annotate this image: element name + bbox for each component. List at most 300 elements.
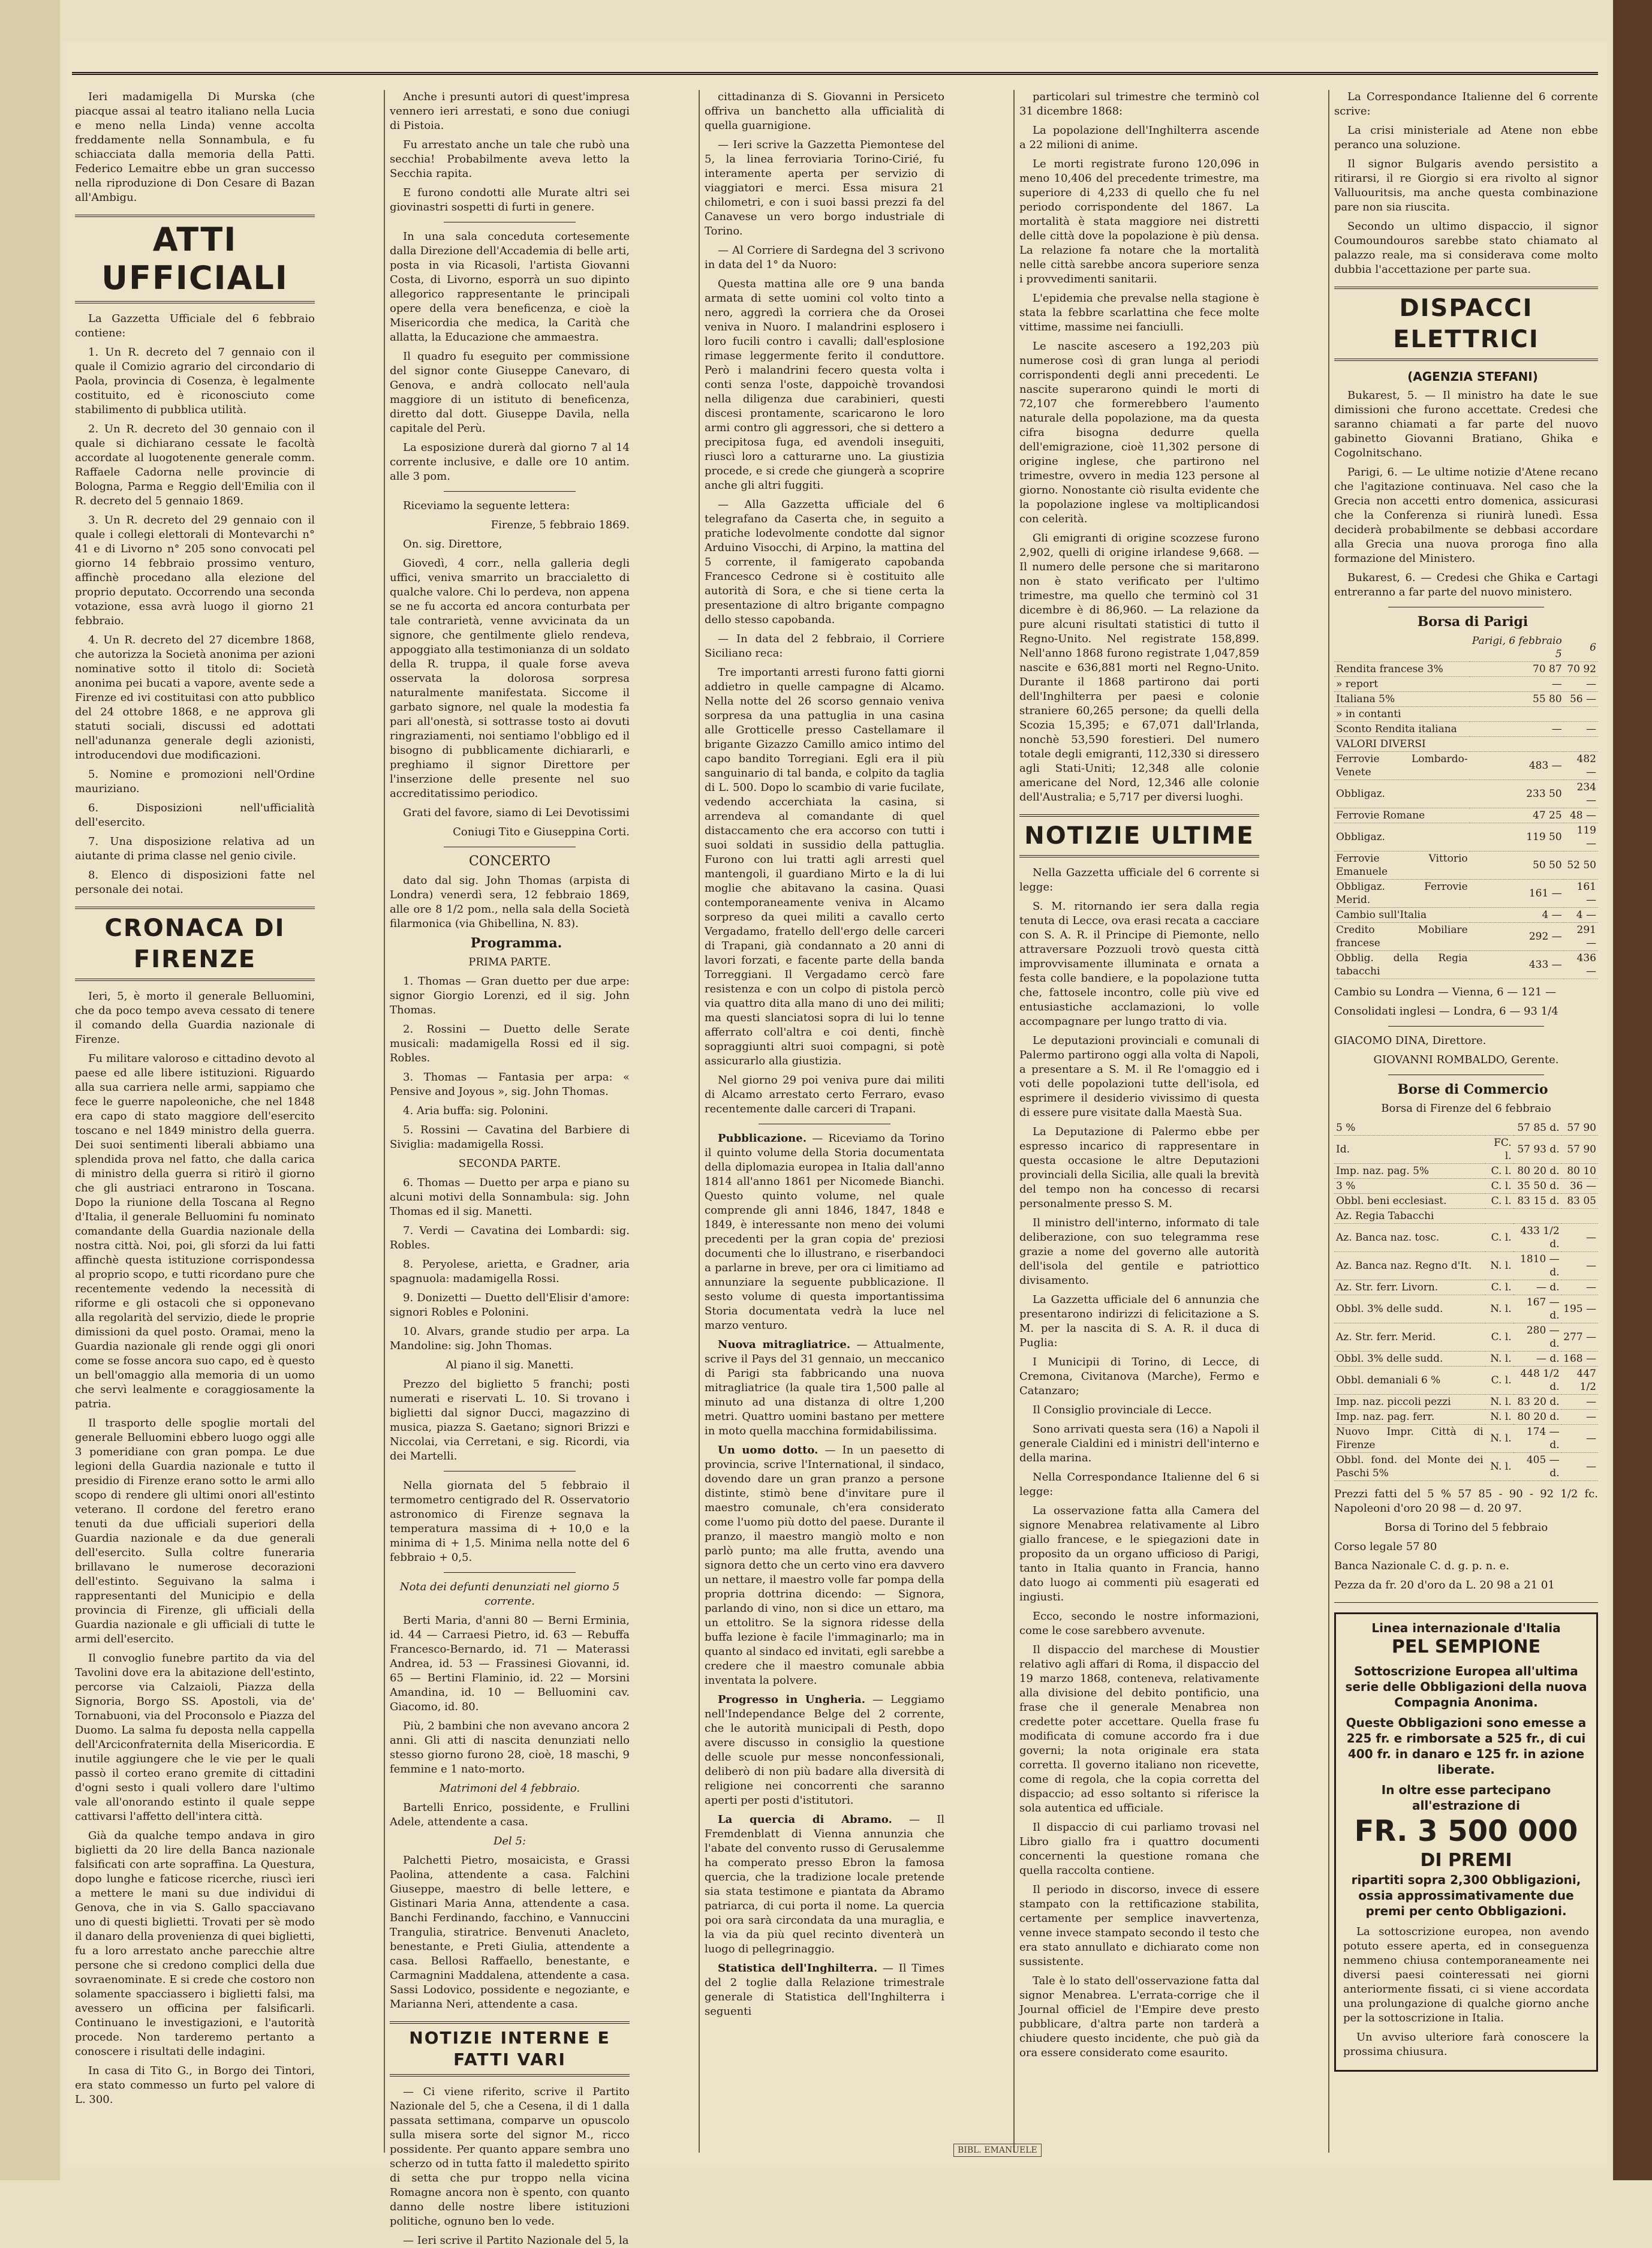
deaths-list: Berti Maria, d'anni 80 — Berni Erminia, id. 44 — Carraesi Pietro, id. 63 — Rebuffa Francesco-Bernardo, id. 71 — Materassi Andrea, id. 53 — Frassinesi Giovanni, id. 65 — Bertini Flaminio, id. 22 — Morsini Amandina, id. 10 — Belluomini cav. Giacomo, id. 80. (390, 1614, 630, 1713)
quercia-title: La quercia di Abramo. (718, 1813, 892, 1826)
ultime-paragraph: Il Consiglio provinciale di Lecce. (1033, 1404, 1212, 1416)
column-header: Parigi, 6 febbraio 5 (1470, 634, 1564, 662)
price-cell: — d. (1513, 1352, 1561, 1367)
price-cell: 56 — (1564, 692, 1598, 707)
correspondance-paragraph: La crisi ministeriale ad Atene non ebbe peranco una soluzione. (1334, 124, 1598, 151)
atti-item: 1. Un R. decreto del 7 gennaio con il quale il Comizio agrario del circondario di Paola, provincia di Cosenza, è legalmente costituito, ed è riconosciuto come stabilimento di pubblica utilità. (75, 346, 315, 416)
marriages-title: Matrimoni del 4 febbraio. (439, 1782, 580, 1795)
price-cell: 47 25 (1470, 808, 1564, 823)
sempione-advertisement (1334, 1612, 1598, 2072)
price-cell (1485, 1209, 1513, 1224)
price-cell: 83 20 d. (1513, 1395, 1561, 1410)
borsa-firenze-table (1334, 1121, 1598, 1481)
price-cell: N. l. (1485, 1453, 1513, 1481)
price-cell: 277 — (1561, 1323, 1598, 1352)
price-cell: N. l. (1485, 1425, 1513, 1453)
borsa-firenze-row (1334, 1224, 1598, 1252)
arrest-note: Anche i presunti autori di quest'impresa vennero ieri arrestati, e sono due coniugi di Pistoia. (390, 91, 630, 132)
program-item: 4. Aria buffa: sig. Polonini. (403, 1105, 549, 1117)
correspondance-paragraph: Secondo un ultimo dispaccio, il signor Coumoundouros sarebbe stato chiamato al palazzo reale, ma si considerava come molto dubbia l'accettazione per parte sua. (1334, 220, 1598, 276)
ultime-paragraph: Il ministro dell'interno, informato di tale deliberazione, con suo telegramma rese grazie a nome del governo alle autorità dell'isola del gentile e patriottico divisamento. (1019, 1217, 1259, 1287)
mitragliatrice-text: — Attualmente, scrive il Pays del 31 gennaio, un meccanico di Parigi sta fabbricando una nuova mitragliatrice (la quale tira 1,500 palle al minuto ad una distanza di oltre 1,200 metri. Quattro uomini bastano per mettere in moto quella macchina formidabilissima. (705, 1338, 944, 1437)
piano-note: Al piano il sig. Manetti. (446, 1359, 574, 1371)
library-stamp: BIBL. EMANUELE (953, 2144, 1042, 2157)
dispaccio-paragraph: Parigi, 6. — Le ultime notizie d'Atene recano che l'agitazione continuava. Nel caso che la Grecia non accetti entro domenica, assicurasi che la Conferenza si riunirà lunedì. Essa deciderà probabilmente se debbasi accordare alla Grecia una nuova proroga fino alla formazione del Ministero. (1334, 466, 1598, 565)
divider (444, 1572, 576, 1573)
price-cell: — (1561, 1425, 1598, 1453)
price-cell: 161 — (1470, 880, 1564, 908)
atti-list (75, 345, 315, 897)
price-cell: 48 — (1564, 808, 1598, 823)
column-divider (1328, 90, 1329, 2153)
ultime-paragraph: Le deputazioni provinciali e comunali di Palermo partirono oggi alla volta di Napoli, a presentare a S. M. il Re l'omaggio ed i voti delle popolazioni tutte dell'isola, ed esprimere il desiderio vivissimo di questa di essere pure visitate dalla Maestà Sua. (1019, 1034, 1259, 1119)
ultime-paragraph: Il dispaccio del marchese di Moustier relativo agli affari di Roma, il dispaccio del 19 marzo 1868, conteneva, relativamente alla divisione del debito pontificio, una frase che il generale Menabrea non credette poter accettare. Quella frase fu modificata di comune accordo fra i due governi; la nota originale era stata corretta. Il governo italiano non ricevette, come di regola, che la copia corretta del dispaccio; ad esso soltanto si riferisce la sola autentica ed ufficiale. (1019, 1644, 1259, 1814)
statistics-paragraphs (1019, 90, 1259, 805)
price-cell: 482 — (1564, 752, 1598, 780)
security-name: Obbl. beni ecclesiast. (1334, 1194, 1485, 1209)
consolidati-inglesi: Consolidati inglesi — Londra, 6 — 93 1/4 (1334, 1005, 1558, 1018)
security-name: 5 % (1334, 1121, 1485, 1136)
price-cell: — (1561, 1395, 1598, 1410)
price-cell: 57 90 (1561, 1121, 1598, 1136)
concerto-title: CONCERTO (469, 854, 550, 869)
column-header (1334, 634, 1470, 662)
borsa-firenze-row (1334, 1209, 1598, 1224)
ultime-paragraph: Il periodo in discorso, invece di essere stampato con la rettificazione stabilita, certamente per semplice inavvertenza, venne invece stampato secondo il testo che era stato annullato e dichiarato come non sussistente. (1019, 1883, 1259, 1968)
pezza-oro: Pezza da fr. 20 d'oro da L. 20 98 a 21 01 (1334, 1579, 1555, 1591)
ultime-paragraph: La Gazzetta ufficiale del 6 annunzia che presentarono indirizzi di felicitazione a S. M. per la nascita di S. A. R. il duca di Puglia: (1019, 1293, 1259, 1349)
uomo-dotto-title: Un uomo dotto. (718, 1444, 819, 1456)
statistics-paragraph: particolari sul trimestre che terminò col 31 dicembre 1868: (1019, 91, 1259, 118)
borsa-parigi-row (1334, 707, 1598, 722)
program-item: 8. Peryolese, arietta, e Gradner, aria spagnuola: madamigella Rossi. (390, 1258, 630, 1285)
murate-note: E furono condotti alle Murate altri sei giovinastri sospetti di furti in genere. (390, 186, 630, 213)
column-header: 6 (1564, 634, 1598, 662)
price-cell: 83 05 (1561, 1194, 1598, 1209)
price-cell: 80 10 (1561, 1164, 1598, 1179)
ultime-paragraph: Nella Gazzetta ufficiale del 6 corrente si legge: (1019, 866, 1259, 893)
borsa-firenze-row (1334, 1121, 1598, 1136)
letter-close: Grati del favore, siamo di Lei Devotissimi (403, 806, 630, 819)
price-cell: 234 — (1564, 780, 1598, 808)
nuoro-attack: Questa mattina alle ore 9 una banda armata di sette uomini col volto tinto a nero, aggredì la corriera che da Orosei veniva in Nuoro. I malandrini esplosero i loro fucili contro i cavalli; dall'esplosione rimase leggermente ferito il conduttore. Però i malandrini fecero questa volta i conti senza l'oste, dappoichè trovandosi nella diligenza due carabinieri, questi discesi prontamente, scaricarono le loro armi contro gli aggressori, che si dettero a precipitosa fuga, ed avendoli inseguiti, riuscì loro a catturarne uno. La giustizia procede, e si crede che giungerà a scoprire anche gli altri fuggiti. (705, 278, 944, 492)
atti-item: 2. Un R. decreto del 30 gennaio con il quale si dichiarano cessate le facoltà accordate al luogotenente generale comm. Raffaele Cadorna nelle provincie di Bologna, Parma e Reggio dell'Emilia con il R. decreto del 5 gennaio 1869. (75, 423, 315, 507)
ultime-paragraph: La Deputazione di Palermo ebbe per espresso incarico di rappresentare in questa occasione le altre Deputazioni provinciali della Sicilia, alle quali la brevità del tempo non ha concesso di recarsi personalmente presso S. M. (1019, 1125, 1259, 1210)
price-cell: 57 90 (1561, 1136, 1598, 1164)
borsa-firenze-row (1334, 1352, 1598, 1367)
price-cell: — (1561, 1280, 1598, 1295)
ad-subscription: Sottoscrizione Europea all'ultima serie delle Obbligazioni della nuova Compagnia Anonima. (1345, 1664, 1587, 1710)
price-cell: C. l. (1485, 1224, 1513, 1252)
program-item: 2. Rossini — Duetto delle Serate musicali: madamigella Rossi ed il sig. Robles. (390, 1023, 630, 1064)
ad-closing: Un avviso ulteriore farà conoscere la prossima chiusura. (1343, 2031, 1589, 2058)
program-item: 7. Verdi — Cavatina dei Lombardi: sig. Robles. (390, 1224, 630, 1251)
pubblicazione-title: Pubblicazione. (718, 1132, 807, 1145)
price-cell: — (1561, 1453, 1598, 1481)
borsa-parigi-row (1334, 677, 1598, 692)
sardegna-lead: — Al Corriere di Sardegna del 3 scrivono in data del 1° da Nuoro: (705, 244, 944, 271)
correspondance-intro: La Correspondance Italienne del 6 corrente scrive: (1334, 91, 1598, 118)
price-cell: 70 87 (1470, 662, 1564, 677)
security-name: Obbl. demaniali 6 % (1334, 1367, 1485, 1395)
statistica-text: — Il Times del 2 toglie dalla Relazione trimestrale generale di Statistica dell'Inghilterra i seguenti (705, 1962, 944, 2018)
borsa-parigi-row (1334, 692, 1598, 707)
borsa-parigi-row (1334, 808, 1598, 823)
exhibition-note: In una sala conceduta cortesemente dalla Direzione dell'Accademia di belle arti, posta in via Ricasoli, l'artista Giovanni Costa, di Livorno, esporrà un suo dipinto allegorico rappresentante le principali opere della vera beneficenza, e cioè la Misericordia che medica, la Carità che allatta, la Educazione che ammaestra. (390, 230, 630, 344)
borsa-parigi-row (1334, 823, 1598, 851)
borsa-parigi-row (1334, 951, 1598, 979)
pubblicazione-text: — Riceviamo da Torino il quinto volume della Storia documentata della diplomazia europea in Italia dall'anno 1814 all'anno 1861 per Nicomede Bianchi. Questo quinto volume, nel quale comprende gli anni 1846, 1847, 1848 e 1849, è interessante non meno dei volumi precedenti per la gran copia de' preziosi documenti che lo illustrano, e riserbandoci a parlarne in breve, per ora ci limitiamo ad annunziare la seguente pubblicazione. Il sesto volume di questa importantissima Storia documentata vedrà la luce nel marzo venturo. (705, 1132, 944, 1332)
price-cell: 83 15 d. (1513, 1194, 1561, 1209)
price-cell: — (1561, 1252, 1598, 1280)
security-name: Imp. naz. piccoli pezzi (1334, 1395, 1485, 1410)
program-item: 5. Rossini — Cavatina del Barbiere di Siviglia: madamigella Rossi. (390, 1124, 630, 1151)
price-cell: FC. l. (1485, 1136, 1513, 1164)
price-cell: 57 85 d. (1513, 1121, 1561, 1136)
security-name: Obblig. della Regia tabacchi (1334, 951, 1470, 979)
price-cell (1470, 737, 1564, 752)
cambio-londra: Cambio su Londra — Vienna, 6 — 121 — (1334, 986, 1557, 998)
secchia-note: Fu arrestato anche un tale che rubò una secchia! Probabilmente aveva letto la Secchia rapita. (390, 139, 630, 180)
price-cell: 4 — (1470, 908, 1564, 923)
marriages-5: Palchetti Pietro, mosaicista, e Grassi Paolina, attendente a casa. Falchini Giuseppe, maestro di belle lettere, e Gistinari Maria Anna, attendente a casa. Banchi Ferdinando, facchino, e Vannuccini Trangulia, stiratrice. Benvenuti Anacleto, benestante, e Preti Giulia, attendente a casa. Bellosi Raffaello, benestante, e Carmagnini Maddalena, attendente a casa. Sassi Lodovico, possidente e negoziante, e Marianna Neri, attendente a casa. (390, 1854, 630, 2011)
price-cell: 161 — (1564, 880, 1598, 908)
security-name: Az. Str. ferr. Merid. (1334, 1323, 1485, 1352)
security-name: Ferrovie Lombardo-Venete (1334, 752, 1470, 780)
ultime-paragraph: S. M. ritornando ier sera dalla regia tenuta di Lecce, ova erasi recata a cacciare con S. A. R. il Principe di Piemonte, nello attraversare Pozzuoli trovò questa città improvvisamente illuminata e ornata a festa colle bandiere, e la popolazione tutta che, fattosele incontro, colle più vive ed entusiastiche acclamazioni, lo volle accompagnare per lungo tratto di via. (1019, 900, 1259, 1028)
price-cell (1470, 707, 1564, 722)
security-name: Obbl. fond. del Monte dei Paschi 5% (1334, 1453, 1485, 1481)
ultime-paragraph: Ecco, secondo le nostre informazioni, come le cose sarebbero avvenute. (1019, 1610, 1259, 1637)
atti-item: 8. Elenco di disposizioni fatte nel personale dei notai. (75, 869, 315, 896)
security-name: Az. Regia Tabacchi (1334, 1209, 1485, 1224)
borsa-firenze-row (1334, 1410, 1598, 1425)
column-4 (1019, 90, 1259, 2153)
statistics-paragraph: Gli emigranti di origine scozzese furono 2,902, quelli di origine irlandese 9,668. — Il numero delle persone che si maritarono non è stato verificato per l'ultimo trimestre, ma quello che terminò col 31 dicembre è di 86,960. — La relazione da pure alcuni risultati statistici di tutto il Regno-Unito. Nel registrate 158,899. Nell'anno 1868 furono registrate 1,047,859 nascite e 636,881 morti nel Regno-Unito. Durante il 1868 partirono dai porti dell'Inghilterra per paesi e colonie straniere 60,265 persone; da quelli della Scozia 15,395; e 67,071 dall'Irlanda, nonchè 53,590 forestieri. Del numero totale degli emigranti, 112,330 si diressero agli Stati-Uniti; 12,348 alle colonie americane del Nord, 12,346 alle colonie dell'Australia; e 5,717 per diversi luoghi. (1019, 532, 1259, 803)
letter-body: Giovedì, 4 corr., nella galleria degli uffici, veniva smarrito un braccialetto di qualche valore. Chi lo perdeva, non appena se ne fu accorta ed ancora conturbata per tale contrarietà, venne avvicinata da un signore, che gentilmente glielo rendeva, appoggiato alla testimonianza di un soldato della R. truppa, il quale forse aveva osservata la dolorosa sorpresa naturalmente manifestata. Siccome il garbato signore, nel quale la modestia fa pari all'onestà, si sottrasse tosto ai dovuti ringraziamenti, noi sentiamo l'obbligo ed il bisogno di pubblicamente dichiararli, e preghiamo il signor Direttore per l'inserzione delle presente nel suo accreditatissimo periodico. (390, 557, 630, 800)
prezzi-fatti: Prezzi fatti del 5 % 57 85 - 90 - 92 1/2 fc. Napoleoni d'oro 20 98 — d. 20 97. (1334, 1488, 1598, 1515)
security-name: Ferrovie Vittorio Emanuele (1334, 851, 1470, 880)
ferraro-arrest: Nel giorno 29 poi veniva pure dai militi di Alcamo arrestato certo Ferraro, evaso recentemente dalle carceri di Trapani. (705, 1074, 944, 1115)
price-cell: 4 — (1564, 908, 1598, 923)
security-name: Obbligaz. Ferrovie Merid. (1334, 880, 1470, 908)
ticket-price: Prezzo del biglietto 5 franchi; posti numerati e riservati L. 10. Si trovano i biglietti dal signor Ducci, magazzino di musica, piazza S. Gaetano; signori Brizzi e Niccolai, via Cerretani, e sig. Ricordi, via dei Martelli. (390, 1378, 630, 1462)
column-5 (1334, 90, 1598, 2153)
column-3 (705, 90, 944, 2153)
cronaca-paragraph: Già da qualche tempo andava in giro biglietti da 20 lire della Banca nazionale falsificati con arte sopraffina. La Questura, dopo lunghe e faticose ricerche, riuscì ieri a mettere le mani su due individui di Genova, che in via S. Gallo spacciavano uno di questi biglietti. Trovati per sè modo il danaro della provenienza di quei biglietti, fu a loro arrestato anche parecchie altre persone che si credono complici della due sovraenominate. E si crede che costoro non solamente spacciassero i biglietti falsi, ma avessero un officina per falsificarli. Continuano le investigazioni, e l'autorità procede. Non tarderemo pertanto a conoscere i risultati delle indagini. (75, 1829, 315, 2058)
cronaca-paragraph: In casa di Tito G., in Borgo dei Tintori, era stato commesso un furto pel valore di L. 300. (75, 2065, 315, 2106)
price-cell: 1810 — d. (1513, 1252, 1561, 1280)
notizia-paragraph: — Ieri scrive il Partito Nazionale del 5, la (403, 2234, 629, 2247)
uomo-dotto-text: — In un paesetto di provincia, scrive l'International, il sindaco, dovendo dare un gran pranzo a persone distinte, stimò bene d'invitare pure il maestro comunale, ch'era considerato come l'uomo più dotto del paese. Durante il pranzo, il maestro mangiò molto e non parlò punto; ma alle frutta, avendo una signora detto che un certo vino era davvero un nettare, il maestro volle far pompa della propria dottrina dicendo: — Signora, parlando di vino, non si dice un ettaro, ma un ettolitro. Se la signora ridesse della buffa lezione è facile l'immaginarlo; ma in quanto al sindaco ed invitati, egli sarebbe a credere che il maestro comunale abbia inventata la polvere. (705, 1444, 945, 1687)
price-cell: 433 1/2 d. (1513, 1224, 1561, 1252)
price-cell: 292 — (1470, 923, 1564, 951)
security-name: Obbligaz. (1334, 780, 1470, 808)
price-cell: 80 20 d. (1513, 1410, 1561, 1425)
statistics-paragraph: Le morti registrate furono 120,096 in meno 10,406 del precedente trimestre, ma superiore di 4,233 di quello che fu nel periodo corrispondente del 1867. La mortalità è stata maggiore nei distretti delle città dove la popolazione è più densa. La relazione fa notare che la mortalità nelle città sarebbe ancora superiore senza i provvedimenti sanitarii. (1019, 158, 1259, 285)
alcamo-arrests: Tre importanti arresti furono fatti giorni addietro in quelle campagne di Alcamo. Nella notte del 26 scorso gennaio veniva sorpresa da una pattuglia in una casina alle Grotticelle presso Castellamare il brigante Gizazzo Camillo amico intimo del capo bandito Torregiani. Egli era il più sanguinario di tal banda, e colpito da taglia di L. 500. Dopo lo scambio di varie fucilate, vedendo accerchiata la casina, si arrendeva al comandante di quel distaccamento che era accorso con tutti i suoi soldati in sussidio della pattuglia. Furono con lui tratti agli arresti quel mantengoli, il guardiano Mirto e la di lui moglie che abitavano la casina. Quasi contemporaneamente veniva in Alcamo sorpreso da quei militi a cavallo certo Vergadamo, fratello dell'ergo delle carceri di Trapani, già condannato a 20 anni di lavori forzati, e facente parte della banda Torreggiani. Il Vergadamo cercò fare resistenza e con un colpo di pistola percò via quattro dita alla mano di uno dei militi; ma questi slanciatosi sopra di lui lo tenne afferrato coll'altra e coi denti, finchè sopraggiunti altri suoi compagni, si potè assicurarlo alla giustizia. (705, 666, 944, 1067)
security-name: » report (1334, 677, 1470, 692)
security-name: Id. (1334, 1136, 1485, 1164)
borsa-firenze-row (1334, 1453, 1598, 1481)
concerto-intro: dato dal sig. John Thomas (arpista di Londra) venerdì sera, 12 febbraio 1869, alle ore 8 1/2 pom., nella sala della Società filarmonica (via Ghibellina, N. 83). (390, 874, 630, 930)
gerente: GIOVANNI ROMBALDO, Gerente. (1373, 1054, 1559, 1066)
price-cell: — (1564, 677, 1598, 692)
security-name: » in contanti (1334, 707, 1470, 722)
prima-parte-label: PRIMA PARTE. (468, 956, 551, 968)
cronaca-paragraph: Il convoglio funebre partito da via del Tavolini dove era la abitazione dell'estinto, percorse via Calzaioli, Piazza della Signoria, Borgo SS. Apostoli, via de' Tornabuoni, via del Proconsolo e Piazza del Duomo. La salma fu deposta nella cappella dell'Arciconfraternita della Misericordia. E inutile aggiungere che le vie per le quali passò il corteo erano gremite di cittadini d'ogni sesto i quali vollero dare l'ultimo vale all'onorando estinto il quale seppe cattivarsi l'affetto dell'intera città. (75, 1652, 315, 1823)
caserta-note: — Alla Gazzetta ufficiale del 6 telegrafano da Caserta che, in seguito a pratiche lodevolmente condotte dal signor Arduino Visocchi, di Arpino, la mattina del 5 corrente, il famigerato capobanda Francesco Cedrone si è costituito alle autorità di Sora, e che si tiene certa la presentazione di altro brigante compagno dello stesso capobanda. (705, 498, 944, 626)
borsa-parigi-table (1334, 634, 1598, 979)
borsa-parigi-row (1334, 780, 1598, 808)
divider (1388, 1026, 1544, 1027)
price-cell: 167 — d. (1513, 1295, 1561, 1323)
book-binding (1613, 0, 1652, 2180)
price-cell: — (1470, 722, 1564, 737)
statistics-paragraph: La popolazione dell'Inghilterra ascende a 22 milioni di anime. (1019, 124, 1259, 151)
borsa-firenze-row (1334, 1164, 1598, 1179)
banquet-note: cittadinanza di S. Giovanni in Persiceto offriva un banchetto alla ufficialità di quella guarnigione. (705, 91, 944, 132)
notizie-interne-title: NOTIZIE INTERNE E FATTI VARI (390, 2021, 630, 2077)
letter-signature: Coniugi Tito e Giuseppina Corti. (453, 826, 630, 838)
security-name: Sconto Rendita italiana (1334, 722, 1470, 737)
price-cell: N. l. (1485, 1395, 1513, 1410)
quercia-text: — Il Fremdenblatt di Vienna annunzia che l'abate del convento russo di Gerusalemme ha comperato presso Ebron la famosa quercia, che la tradizione locale pretende sia stata testimone e piantata da Abramo patriarca, di cui porta il nome. La quercia poi ora sarà circondata da una muraglia, e la via da più quel recinto diventerà un luogo di pellegrinaggio. (705, 1813, 944, 1955)
dispacci-list (1334, 389, 1598, 600)
security-name: Nuovo Impr. Città di Firenze (1334, 1425, 1485, 1453)
ungheria-title: Progresso in Ungheria. (718, 1693, 865, 1706)
marriages-4: Bartelli Enrico, possidente, e Frullini Adele, attendente a casa. (390, 1801, 630, 1828)
banca-nazionale: Banca Nazionale C. d. g. p. n. e. (1334, 1560, 1509, 1572)
atti-item: 5. Nomine e promozioni nell'Ordine mauriziano. (75, 768, 315, 795)
statistics-paragraph: L'epidemia che prevalse nella stagione è stata la febbre scarlattina che fece molte vittime, massime nei fanciulli. (1019, 292, 1259, 333)
program-item: 3. Thomas — Fantasia per arpa: « Pensive and Joyous », sig. John Thomas. (390, 1071, 630, 1098)
borse-commercio-title: Borse di Commercio (1397, 1082, 1548, 1097)
column-divider (384, 90, 385, 2153)
price-cell: 447 1/2 (1561, 1367, 1598, 1395)
security-name: Az. Banca naz. Regno d'It. (1334, 1252, 1485, 1280)
borsa-parigi-title: Borsa di Parigi (1417, 614, 1528, 630)
borsa-parigi-row (1334, 662, 1598, 677)
correspondance-paragraph: Il signor Bulgaris avendo persistito a ritirarsi, il re Giorgio si era rivolto al signor Valluouritsis, ma anche questa combinazione pare non sia riuscita. (1334, 158, 1598, 213)
price-cell (1513, 1209, 1561, 1224)
corso-legale: Corso legale 57 80 (1334, 1540, 1437, 1553)
statistica-title: Statistica dell'Inghilterra. (718, 1962, 878, 1975)
price-cell: 280 — d. (1513, 1323, 1561, 1352)
ungheria-text: — Leggiamo nell'Independance Belge del 2 corrente, che le autorità municipali di Pesth, dopo avere discusso in consiglio la questione delle scuole pur messe nonconfessionali, deliberò di non più badare alla diversità di religione nei concorrenti che saranno aperti per posti d'istitutori. (705, 1693, 944, 1807)
top-rule (72, 72, 1598, 75)
atti-item: 7. Una disposizione relativa ad un aiutante di prima classe nel genio civile. (75, 835, 315, 862)
borsa-parigi-row (1334, 737, 1598, 752)
seconda-parte-label: SECONDA PARTE. (458, 1157, 561, 1170)
statistics-paragraph: Le nascite ascesero a 192,203 più numerose così di gran lunga al periodi corrispondenti degli anni precedenti. Le nascite superarono quindi le morti di 72,107 che formerebbero l'aumento naturale della popolazione, ma da questa cifra bisogna dedurre quella dell'emigrazione, cioè 11,302 persone di origine inglese, che partirono nel trimestre, ovvero in media 123 persone al giorno. Nonostante ciò risulta evidente che la popolazione inglese va moltiplicandosi con celerità. (1019, 340, 1259, 525)
column-2 (390, 90, 630, 2247)
theatre-note: Ieri madamigella Di Murska (che piacque assai al teatro italiano nella Lucia e meno nella Linda) venne accolta freddamente nella Sonnambula, e fu schiacciata dalla memoria della Patti. Federico Lemaitre ebbe un gran successo nella riproduzione di Don Cesare di Bazan all'Ambigu. (75, 91, 315, 204)
seconda-list (390, 1176, 630, 1353)
price-cell: 168 — (1561, 1352, 1598, 1367)
notizie-ultime-title: NOTIZIE ULTIME (1019, 814, 1259, 857)
dispacci-title: DISPACCI ELETTRICI (1334, 287, 1598, 361)
price-cell: C. l. (1485, 1323, 1513, 1352)
price-cell: N. l. (1485, 1352, 1513, 1367)
borsa-firenze-row (1334, 1367, 1598, 1395)
price-cell: 55 80 (1470, 692, 1564, 707)
price-cell: C. l. (1485, 1367, 1513, 1395)
ad-participate: In oltre esse partecipano all'estrazione di (1381, 1783, 1551, 1813)
security-name: Obbl. 3% delle sudd. (1334, 1295, 1485, 1323)
ultime-paragraph: Sono arrivati questa sera (16) a Napoli il generale Cialdini ed i ministri dell'interno e della marina. (1019, 1423, 1259, 1464)
program-item: 6. Thomas — Duetto per arpa e piano su alcuni motivi della Sonnambula: sig. John Thomas ed il sig. Manetti. (390, 1176, 630, 1218)
price-cell: C. l. (1485, 1194, 1513, 1209)
borsa-firenze-label: Borsa di Firenze del 6 febbraio (1381, 1102, 1551, 1115)
borsa-firenze-row (1334, 1323, 1598, 1352)
price-cell: 448 1/2 d. (1513, 1367, 1561, 1395)
price-cell: — d. (1513, 1280, 1561, 1295)
price-cell: — (1564, 722, 1598, 737)
ad-line-2: PEL SEMPIONE (1391, 1636, 1541, 1657)
borsa-torino-label: Borsa di Torino del 5 febbraio (1384, 1521, 1548, 1534)
ultime-list (1019, 866, 1259, 2060)
price-cell (1561, 1209, 1598, 1224)
price-cell: — (1561, 1224, 1598, 1252)
price-cell: 70 92 (1564, 662, 1598, 677)
price-cell: 405 — d. (1513, 1453, 1561, 1481)
security-name: Rendita francese 3% (1334, 662, 1470, 677)
cronaca-paragraph: Il trasporto delle spoglie mortali del generale Belluomini ebbero luogo oggi alle 3 pomeridiane con gran pompa. Le due legioni della Guardia nazionale e tutto il presidio di Firenze erano sotto le armi allo scopo di rendere gli ultimi onori all'estinto veterano. Il cordone del feretro erano tenuti da due ufficiali superiori della Guardia nazionale e da due generali dell'esercito. Sulla coltre funeraria brillavano le numerose decorazioni dell'estinto. Seguivano la salma i rappresentanti del Municipio e della provincia di Firenze, gli ufficiali della Guardia nazionale e gli ufficiali di tutte le armi dell'esercito. (75, 1417, 315, 1645)
atti-item: 4. Un R. decreto del 27 dicembre 1868, che autorizza la Società anonima per azioni nominative sotto il titolo di: Società anonima pei bucati a vapore, avente sede a Firenze ed ivi costituitasi con atto pubblico del 24 ottobre 1868, e ne approva gli statuti sociali, discussi ed adottati nell'adunanza generale degli azionisti, introducendovi due modificazioni. (75, 634, 315, 762)
notizie-list (390, 2085, 630, 2248)
ad-obligations: Queste Obbligazioni sono emesse a 225 fr. e rimborsate a 525 fr., di cui 400 fr. in danaro e 125 fr. in azione liberate. (1346, 1716, 1587, 1777)
security-name: Obbligaz. (1334, 823, 1470, 851)
borsa-firenze-row (1334, 1194, 1598, 1209)
exhibition-hours: La esposizione durerà dal giorno 7 al 14 corrente inclusive, e dalle ore 10 antim. alle 3 pom. (390, 441, 630, 483)
price-cell: — (1470, 677, 1564, 692)
price-cell: N. l. (1485, 1295, 1513, 1323)
security-name: Obbl. 3% delle sudd. (1334, 1352, 1485, 1367)
program-item: 9. Donizetti — Duetto dell'Elisir d'amore: signori Robles e Polonini. (390, 1292, 630, 1319)
direttore: GIACOMO DINA, Direttore. (1334, 1034, 1487, 1047)
ultime-paragraph: I Municipii di Torino, di Lecce, di Cremona, Civitanova (Marche), Fermo e Catanzaro; (1019, 1356, 1259, 1397)
mitragliatrice-title: Nuova mitragliatrice. (718, 1338, 851, 1351)
borsa-parigi-row (1334, 851, 1598, 880)
marriages-5-title: Del 5: (493, 1835, 526, 1847)
security-name: Credito Mobiliare francese (1334, 923, 1470, 951)
newspaper-page (63, 42, 1607, 2247)
borsa-parigi-row (1334, 722, 1598, 737)
births-note: Più, 2 bambini che non avevano ancora 2 anni. Gli atti di nascita denunziati nello stesso giorno furono 28, cioè, 18 maschi, 9 femmine e 1 nato-morto. (390, 1720, 630, 1775)
price-cell: 436 — (1564, 951, 1598, 979)
correspondance-list (1334, 124, 1598, 277)
ad-distribution: ripartiti sopra 2,300 Obbligazioni, ossia approssimativamente due premi per cento Obbligazioni. (1351, 1873, 1581, 1918)
thermometer-note: Nella giornata del 5 febbraio il termometro centigrado del R. Osservatorio astronomico di Firenze segnava la temperatura massima di + 10,0 e la minima di + 1,5. Minima nella notte del 6 febbraio + 0,5. (390, 1479, 630, 1564)
painting-note: Il quadro fu eseguito per commissione del signor conte Giuseppe Canevaro, di Genova, e andrà collocato nell'aula maggiore di un istituto di beneficenza, diretto dal dott. Giuseppe Davila, nella capitale del Perù. (390, 350, 630, 435)
deaths-title: Nota dei defunti denunziati nel giorno 5 corrente. (399, 1581, 620, 1608)
price-cell: 433 — (1470, 951, 1564, 979)
cronaca-paragraph: Fu militare valoroso e cittadino devoto al paese ed alle libere istituzioni. Riguardo alla sua carriera nelle armi, sappiamo che fece le guerre napoleoniche, che nel 1848 era capo di stato maggiore dell'esercito toscano e nel 1849 ministro della guerra. Dei suoi sentimenti liberali abbiamo una splendida prova nel fatto, che dalla carica di ministro della guerra si ritirò il giorno che gli austriaci entrarono in Toscana. Dopo la riunione della Toscana al Regno d'Italia, il generale Belluomini fu nominato comandante della Guardia nazionale della nostra città. Noi, poi, gli sforzi da lui fatti affinchè questa istituzione corrispondessa al proprio scopo, e tutti ricordano pure che recentemente vedendo la necessità di riforme e gli ostacoli che si opponevano alla regolarità del servizio, diede le proprie dimissioni da quel posto. Oramai, meno la Guardia nazionale gli rende oggi gli onori come se fosse ancora suo capo, ed è questo un bell'omaggio alla memoria di un uomo che servì lealmente e coraggiosamente la patria. (75, 1052, 315, 1410)
dispaccio-paragraph: Bukarest, 5. — Il ministro ha date le sue dimissioni che furono accettate. Credesi che saranno chiamati a far parte del nuovo gabinetto Giovanni Bratiano, Ghika e Cogolnitschano. (1334, 389, 1598, 459)
price-cell: C. l. (1485, 1179, 1513, 1194)
borsa-parigi-row (1334, 908, 1598, 923)
column-1 (75, 90, 315, 2153)
atti-ufficiali-title: ATTI UFFICIALI (75, 215, 315, 303)
price-cell: C. l. (1485, 1164, 1513, 1179)
price-cell: 233 50 (1470, 780, 1564, 808)
price-cell: N. l. (1485, 1252, 1513, 1280)
price-cell: 291 — (1564, 923, 1598, 951)
price-cell: 174 — d. (1513, 1425, 1561, 1453)
cronaca-title: CRONACA DI FIRENZE (75, 907, 315, 981)
program-item: 10. Alvars, grande studio per arpa. La Mandoline: sig. John Thomas. (390, 1325, 630, 1352)
borsa-firenze-row (1334, 1179, 1598, 1194)
price-cell: 119 — (1564, 823, 1598, 851)
cronaca-paragraph: Ieri, 5, è morto il generale Belluomini, che da poco tempo aveva cessato di tenere il comando della Guardia nazionale di Firenze. (75, 990, 315, 1046)
atti-lead: La Gazzetta Ufficiale del 6 febbraio contiene: (75, 312, 315, 339)
price-cell: 119 50 (1470, 823, 1564, 851)
price-cell: 50 50 (1470, 851, 1564, 880)
dispaccio-paragraph: Bukarest, 6. — Credesi che Ghika e Cartagi entreranno a far parte del nuovo ministero. (1334, 571, 1598, 598)
price-cell: N. l. (1485, 1410, 1513, 1425)
borsa-firenze-row (1334, 1295, 1598, 1323)
column-divider (699, 90, 700, 2153)
atti-item: 3. Un R. decreto del 29 gennaio con il quale i collegi elettorali di Montevarchi n° 41 e di Livorno n° 205 sono convocati pel giorno 14 febbraio prossimo venturo, affinchè procedano alla elezione del proprio deputato. Occorrendo una seconda votazione, essa avrà luogo il giorno 21 febbraio. (75, 514, 315, 627)
price-cell (1485, 1121, 1513, 1136)
divider (1334, 1602, 1598, 1603)
cronaca-list (75, 989, 315, 2107)
price-cell (1564, 737, 1598, 752)
price-cell: 57 93 d. (1513, 1136, 1561, 1164)
ultime-paragraph: Tale è lo stato dell'osservazione fatta dal signor Menabrea. L'errata-corrige che il Journal officiel de l'Empire deve presto pubblicare, d'altra parte non tarderà a chiudere questo incidente, che può già da ora essere considerato come esaurito. (1019, 1975, 1259, 2059)
price-cell (1564, 707, 1598, 722)
notizia-paragraph: — Ci viene riferito, scrive il Partito Nazionale del 5, che a Cesena, il di 1 dalla passata settimana, comparve un opuscolo sulla misera sorte del signor M., ricco possidente. Per quanto appare sembra uno scherzo od in tutta fatto il maledetto spirito di setta che pur troppo nella vicina Romagne ancora non è spento, con quanto danno delle nostre libere istituzioni politiche, ognuno ben lo vede. (390, 2086, 630, 2228)
security-name: 3 % (1334, 1179, 1485, 1194)
borsa-firenze-row (1334, 1136, 1598, 1164)
security-name: Ferrovie Romane (1334, 808, 1470, 823)
security-name: Imp. naz. pag. 5% (1334, 1164, 1485, 1179)
ad-premi: DI PREMI (1420, 1850, 1512, 1871)
security-name: Italiana 5% (1334, 692, 1470, 707)
prima-list (390, 974, 630, 1152)
price-cell: 195 — (1561, 1295, 1598, 1323)
borsa-parigi-row (1334, 880, 1598, 908)
security-name: Imp. naz. pag. ferr. (1334, 1410, 1485, 1425)
price-cell: 483 — (1470, 752, 1564, 780)
program-item: 1. Thomas — Gran duetto per due arpe: signor Giorgio Lorenzi, ed il sig. John Thomas. (390, 975, 630, 1016)
railway-note: — Ieri scrive la Gazzetta Piemontese del 5, la linea ferroviaria Torino-Cirié, fu interamente aperta per servizio di viaggiatori e merci. Essa misura 21 chilometri, e con i suoi bassi prezzi fa del Canavese un vero borgo industriale di Torino. (705, 139, 944, 237)
borsa-firenze-row (1334, 1252, 1598, 1280)
ad-prize-amount: FR. 3 500 000 (1354, 1814, 1578, 1848)
letter-salute: On. sig. Direttore, (403, 538, 502, 550)
programma-title: Programma. (470, 935, 562, 951)
ultime-paragraph: Nella Correspondance Italienne del 6 si legge: (1019, 1471, 1259, 1498)
ultime-paragraph: Il dispaccio di cui parliamo trovasi nel Libro giallo fra i quattro documenti concernenti la questione romana che quella raccolta contiene. (1019, 1821, 1259, 1877)
security-name: Az. Banca naz. tosc. (1334, 1224, 1485, 1252)
security-name: VALORI DIVERSI (1334, 737, 1470, 752)
borsa-firenze-row (1334, 1425, 1598, 1453)
atti-item: 6. Disposizioni nell'ufficialità dell'esercito. (75, 802, 315, 829)
price-cell: — (1561, 1410, 1598, 1425)
column-divider (1013, 90, 1015, 2153)
borsa-parigi-row (1334, 752, 1598, 780)
borsa-parigi-row (1334, 923, 1598, 951)
security-name: Cambio sull'Italia (1334, 908, 1470, 923)
price-cell: 52 50 (1564, 851, 1598, 880)
divider (444, 491, 576, 492)
security-name: Az. Str. ferr. Livorn. (1334, 1280, 1485, 1295)
price-cell: 36 — (1561, 1179, 1598, 1194)
letter-date: Firenze, 5 febbraio 1869. (491, 519, 630, 531)
siciliano-lead: — In data del 2 febbraio, il Corriere Siciliano reca: (705, 633, 944, 660)
price-cell: C. l. (1485, 1280, 1513, 1295)
